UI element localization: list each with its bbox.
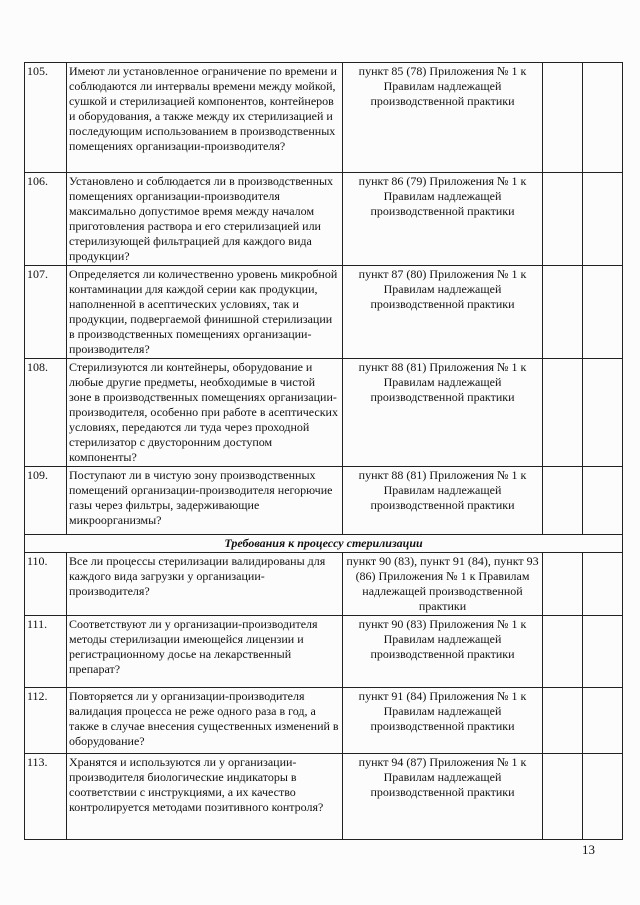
table-row (25, 173, 623, 266)
table-row (25, 616, 623, 688)
reference-text: пункт 91 (84) Приложения № 1 к Правилам надлежащей производственной практики (343, 688, 543, 754)
answer-cell (543, 754, 583, 840)
reference-text: пункт 87 (80) Приложения № 1 к Правилам надлежащей производственной практики (343, 266, 543, 359)
row-number: 109. (25, 467, 67, 535)
question-text: Установлено и соблюдается ли в производственных помещениях организации-производителя максимально допустимое время между началом приготовления раствора и его стерилизацией или стерилизующей фильтрацией для каждого вида продукции? (67, 173, 343, 266)
note-cell (583, 553, 623, 616)
reference-text: пункт 88 (81) Приложения № 1 к Правилам надлежащей производственной практики (343, 467, 543, 535)
answer-cell (543, 467, 583, 535)
checklist-table (24, 62, 623, 840)
row-number: 105. (25, 63, 67, 173)
table-row (25, 266, 623, 359)
question-text: Стерилизуются ли контейнеры, оборудование и любые другие предметы, необходимые в чистой зоне в производственных помещениях организации-производителя, особенно при работе в асептических условиях, передаются ли туда через проходной стерилизатор с двусторонним доступом компоненты? (67, 359, 343, 467)
section-header-row (25, 535, 623, 553)
note-cell (583, 63, 623, 173)
table-row (25, 688, 623, 754)
table-row (25, 553, 623, 616)
page-number: 13 (582, 842, 595, 857)
row-number: 107. (25, 266, 67, 359)
reference-text: пункт 88 (81) Приложения № 1 к Правилам надлежащей производственной практики (343, 359, 543, 467)
note-cell (583, 754, 623, 840)
answer-cell (543, 688, 583, 754)
reference-text: пункт 85 (78) Приложения № 1 к Правилам надлежащей производственной практики (343, 63, 543, 173)
note-cell (583, 266, 623, 359)
answer-cell (543, 616, 583, 688)
answer-cell (543, 63, 583, 173)
answer-cell (543, 553, 583, 616)
row-number: 111. (25, 616, 67, 688)
row-number: 112. (25, 688, 67, 754)
row-number: 108. (25, 359, 67, 467)
note-cell (583, 359, 623, 467)
row-number: 113. (25, 754, 67, 840)
note-cell (583, 173, 623, 266)
question-text: Повторяется ли у организации-производителя валидация процесса не реже одного раза в год, а также в случае внесения существенных изменений в оборудование? (67, 688, 343, 754)
answer-cell (543, 266, 583, 359)
reference-text: пункт 90 (83) Приложения № 1 к Правилам надлежащей производственной практики (343, 616, 543, 688)
question-text: Соответствуют ли у организации-производителя методы стерилизации имеющейся лицензии и регистрационному досье на лекарственный препарат? (67, 616, 343, 688)
question-text: Хранятся и используются ли у организации-производителя биологические индикаторы в соответствии с инструкциями, а их качество контролируется методами позитивного контроля? (67, 754, 343, 840)
note-cell (583, 616, 623, 688)
table-row (25, 359, 623, 467)
reference-text: пункт 90 (83), пункт 91 (84), пункт 93 (86) Приложения № 1 к Правилам надлежащей производственной практики (343, 553, 543, 616)
table-row (25, 63, 623, 173)
row-number: 110. (25, 553, 67, 616)
question-text: Имеют ли установленное ограничение по времени и соблюдаются ли интервалы времени между мойкой, сушкой и стерилизацией компонентов, контейнеров и оборудования, а также между их стерилизацией и последующим использованием в производственных помещениях организации-производителя? (67, 63, 343, 173)
table-row (25, 467, 623, 535)
reference-text: пункт 86 (79) Приложения № 1 к Правилам надлежащей производственной практики (343, 173, 543, 266)
table-row (25, 754, 623, 840)
note-cell (583, 688, 623, 754)
question-text: Определяется ли количественно уровень микробной контаминации для каждой серии как продукции, наполненной в асептических условиях, так и продукции, подвергаемой финишной стерилизации в производственных помещениях организации-производителя? (67, 266, 343, 359)
answer-cell (543, 359, 583, 467)
row-number: 106. (25, 173, 67, 266)
answer-cell (543, 173, 583, 266)
note-cell (583, 467, 623, 535)
section-title: Требования к процессу стерилизации (25, 535, 623, 553)
reference-text: пункт 94 (87) Приложения № 1 к Правилам надлежащей производственной практики (343, 754, 543, 840)
question-text: Поступают ли в чистую зону производственных помещений организации-производителя негорючие газы через фильтры, задерживающие микроорганизмы? (67, 467, 343, 535)
question-text: Все ли процессы стерилизации валидированы для каждого вида загрузки у организации-производителя? (67, 553, 343, 616)
